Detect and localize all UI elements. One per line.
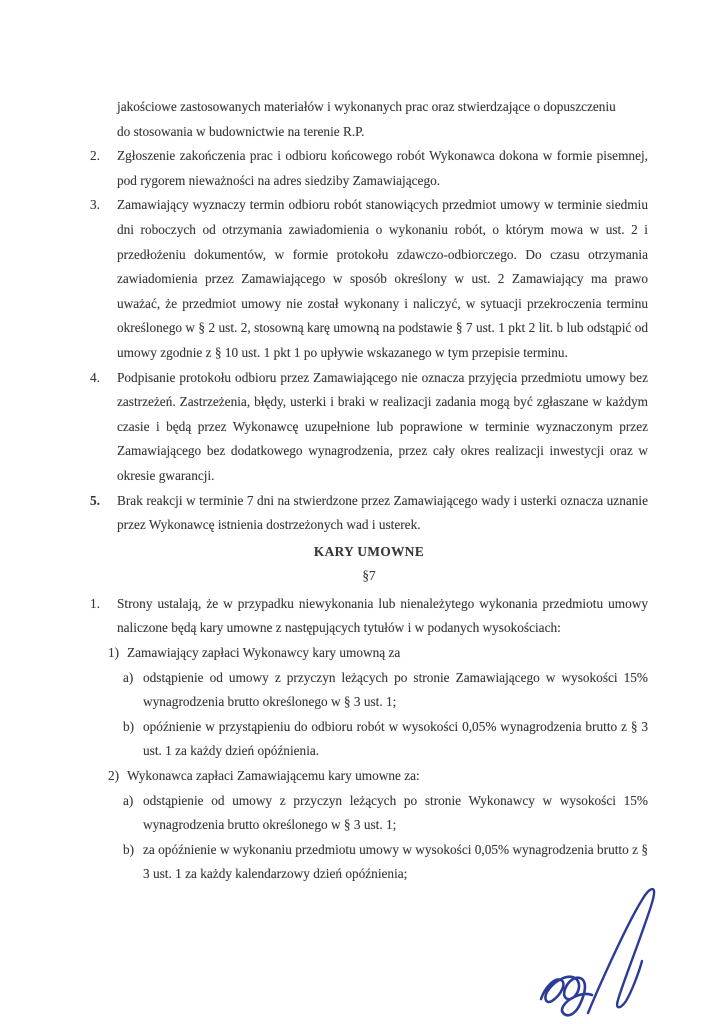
signature-flourish-stroke <box>588 889 654 1013</box>
list-text: za opóźnienie w wykonaniu przedmiotu umowy w wysokości 0,05% wynagrodzenia brutto z § 3 ust. 1 za każdy kalendarzowy dzień opóźnienia; <box>143 841 648 882</box>
list-text: Wykonawca zapłaci Zamawiającemu kary umowne za: <box>127 768 420 784</box>
paragraph-continuation <box>90 95 648 144</box>
list-text: odstąpienie od umowy z przyczyn leżących po stronie Wykonawcy w wysokości 15% wynagrodzenia brutto określonego w § 3 ust. 1; <box>143 792 648 833</box>
sublist-item-1b <box>123 715 648 764</box>
list-number: 4. <box>90 369 100 385</box>
list-number: 1) <box>108 645 120 661</box>
list-number: b) <box>123 718 135 734</box>
list-text: odstąpienie od umowy z przyczyn leżących po stronie Zamawiającego w wysokości 15% wynagrodzenia brutto określonego w § 3 ust. 1; <box>143 669 648 710</box>
list-number: 2. <box>90 148 100 164</box>
list-text: Strony ustalają, że w przypadku niewykonania lub nienależytego wykonania przedmiotu umowy naliczone będą kary umowne z następujących tytułów i w podanych wysokościach: <box>117 595 648 636</box>
section-heading: KARY UMOWNE <box>313 543 425 559</box>
sublist-item-2a <box>123 789 648 838</box>
list-number: b) <box>123 841 135 857</box>
list-number: 1. <box>90 595 100 611</box>
document-body <box>90 95 648 887</box>
list-number: 3. <box>90 197 100 213</box>
signature-initials-stroke <box>541 977 592 1016</box>
sublist-item-1 <box>108 641 648 666</box>
list-item-5 <box>90 489 648 538</box>
list-text: Brak reakcji w terminie 7 dni na stwierdzone przez Zamawiającego wady i usterki oznacza uznanie przez Wykonawcę istnienia dostrzeżonych wad i usterek. <box>117 492 648 533</box>
list-number: 2) <box>108 768 120 784</box>
list-item-s7-1 <box>90 592 648 641</box>
text-line: do stosowania w budownictwie na terenie R.P. <box>117 123 365 139</box>
list-item-4 <box>90 366 648 489</box>
list-text: Zamawiający zapłaci Wykonawcy kary umowną za <box>127 645 401 661</box>
sublist-item-2 <box>108 764 648 789</box>
sublist-item-2b <box>123 838 648 887</box>
text-line: jakościowe zastosowanych materiałów i wykonanych prac oraz stwierdzające o dopuszczeniu <box>117 99 616 114</box>
sublist-item-1a <box>123 666 648 715</box>
list-text: Zgłoszenie zakończenia prac i odbioru końcowego robót Wykonawca dokona w formie pisemnej, pod rygorem nieważności na adres siedziby Zamawiającego. <box>117 148 648 188</box>
list-item-2 <box>90 144 648 193</box>
list-number: a) <box>123 792 134 808</box>
list-number: 5. <box>90 492 100 508</box>
list-text: opóźnienie w przystąpieniu do odbioru robót w wysokości 0,05% wynagrodzenia brutto z § 3 ust. 1 za każdy dzień opóźnienia. <box>143 718 648 759</box>
list-number: a) <box>123 669 134 685</box>
list-text: Podpisanie protokołu odbioru przez Zamawiającego nie oznacza przyjęcia przedmiotu umowy bez zastrzeżeń. Zastrzeżenia, błędy, usterki i braki w realizacji zadania mogą być zgłaszane w każdym czasie i będą przez Wykonawcę uzupełnione lub poprawione w terminie wyznaczonym przez Zamawiającego bez dodatkowego wynagrodzenia, przez cały okres realizacji inwestycji oraz w okresie gwarancji. <box>117 369 648 483</box>
section-paragraph-symbol: §7 <box>362 568 376 584</box>
list-item-3 <box>90 193 648 365</box>
list-text: Zamawiający wyznaczy termin odbioru robót stanowiących przedmiot umowy w terminie siedmiu dni roboczych od otrzymania zawiadomienia o wykonaniu robót, o którym mowa w ust. 2 i przedłożeniu dokumentów, w formie protokołu zdawczo-odbiorczego. Do czasu otrzymania zawiadomienia przez Zamawiającego w sposób określony w ust. 2 Zamawiający ma prawo uważać, że przedmiot umowy nie został wykonany i naliczyć, w sytuacji przekroczenia terminu określonego w § 2 ust. 2, stosowną karę umowną na podstawie § 7 ust. 1 pkt 2 lit. b lub odstąpić od umowy zgodnie z § 10 ust. 1 pkt 1 po upływie wskazanego w tym przepisie terminu. <box>117 197 648 360</box>
